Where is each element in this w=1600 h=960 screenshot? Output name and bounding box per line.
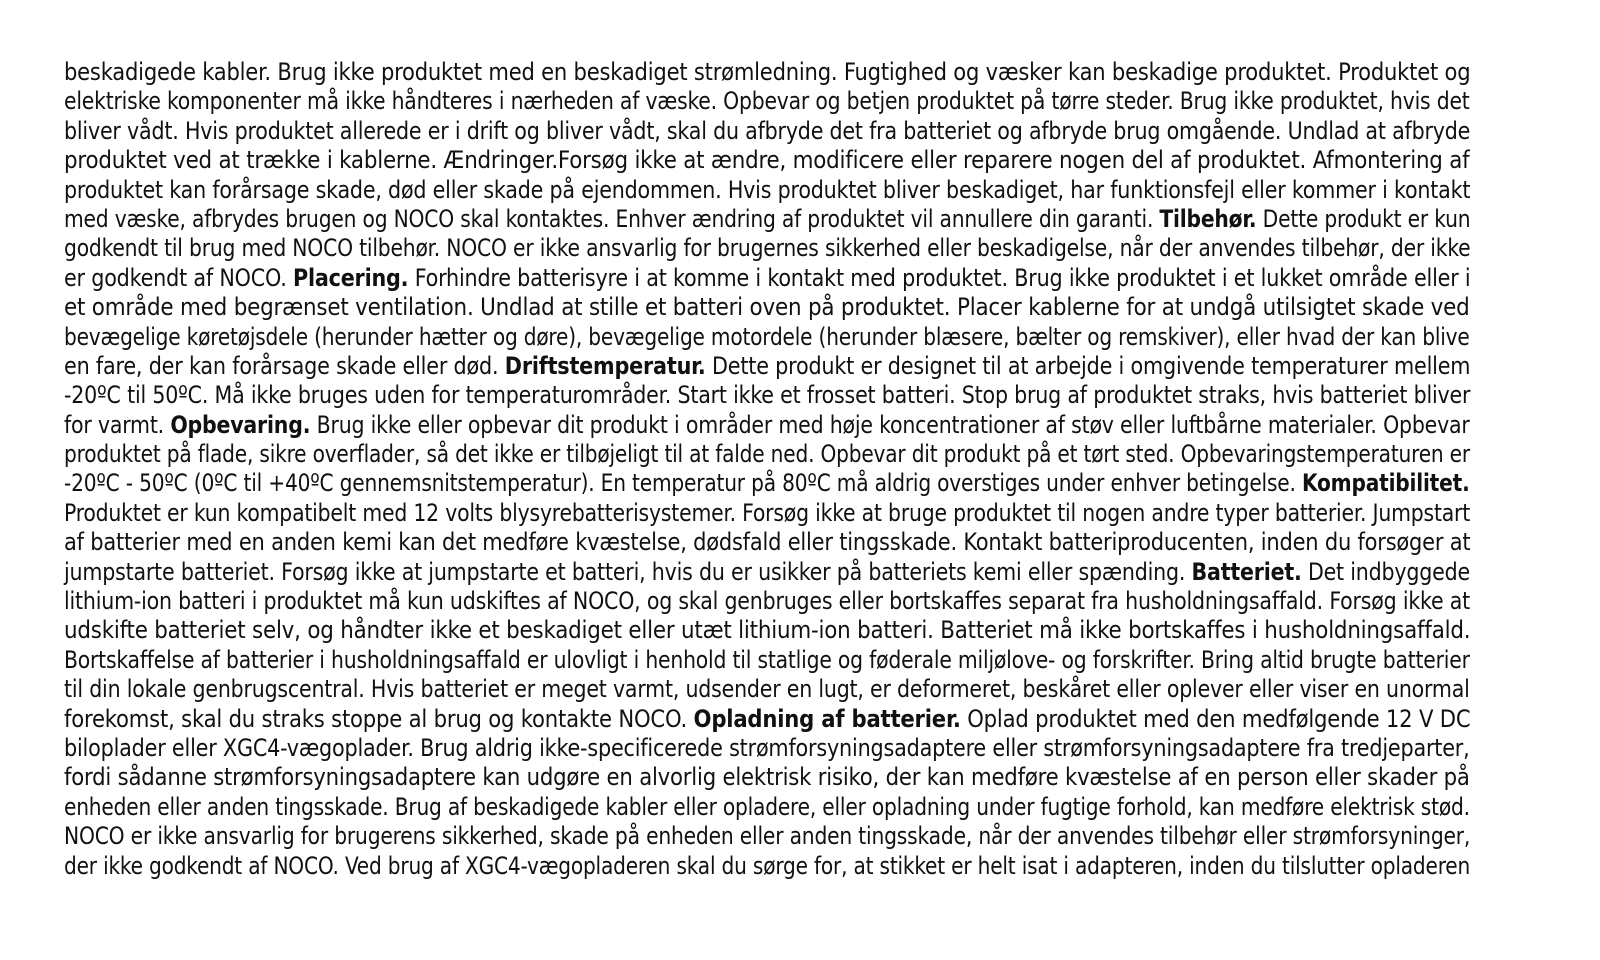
text-line xyxy=(64,792,1470,822)
body-text: godkendt til brug med NOCO tilbehør. NOCO er ikke ansvarlig for brugernes sikkerhed eller beskadigelse, når der anvendes tilbehør, der ikke xyxy=(64,234,1471,263)
body-text: biloplader eller XGC4-vægoplader. Brug aldrig ikke-specificerede strømforsyningsadaptere eller strømforsyningsadaptere fra tredjeparter, xyxy=(64,733,1470,762)
body-text: udskifte batteriet selv, og håndter ikke et beskadiget eller utæt lithium-ion batteri. Batteriet må ikke bortskaffes i husholdningsaffald. xyxy=(64,616,1471,645)
body-text: jumpstarte batteriet. Forsøg ikke at jumpstarte et batteri, hvis du er usikker på batteriets kemi eller spænding. xyxy=(64,557,1192,586)
body-text: Det indbyggede xyxy=(1301,557,1470,586)
body-text: NOCO er ikke ansvarlig for brugerens sikkerhed, skade på enheden eller anden tingsskade, når der anvendes tilbehør eller strømforsyninger, xyxy=(64,822,1471,851)
text-line xyxy=(64,410,1470,440)
section-heading: Tilbehør. xyxy=(1159,204,1257,233)
body-text: enheden eller anden tingsskade. Brug af beskadigede kabler eller opladere, eller opladning under fugtige forhold, kan medføre elektrisk stød. xyxy=(64,792,1470,821)
body-text: beskadigede kabler. Brug ikke produktet med en beskadiget strømledning. Fugtighed og væsker kan beskadige produktet. Produktet og xyxy=(64,58,1471,86)
text-line xyxy=(64,733,1470,763)
section-heading: Batteriet. xyxy=(1191,557,1302,586)
text-line xyxy=(64,87,1470,116)
document-body xyxy=(64,58,1514,881)
text-line xyxy=(64,146,1500,175)
body-text: Brug ikke eller opbevar dit produkt i områder med høje koncentrationer af støv eller luftbårne materialer. Opbevar xyxy=(310,410,1470,439)
text-line xyxy=(64,175,1471,205)
body-text: er godkendt af NOCO. xyxy=(64,263,293,292)
body-text: elektriske komponenter må ikke håndteres i nærheden af væske. Opbevar og betjen produktet på tørre steder. Brug ikke produktet, hvis det xyxy=(64,87,1470,116)
body-text: Produktet er kun kompatibelt med 12 volts blysyrebatterisystemer. Forsøg ikke at bruge produktet til nogen andre typer batterier. Jumpstart xyxy=(64,498,1471,527)
body-text: lithium-ion batteri i produktet må kun udskiftes af NOCO, og skal genbruges eller bortskaffes separat fra husholdningsaffald. Forsøg ikke at xyxy=(64,587,1470,616)
text-line xyxy=(64,557,1470,587)
body-text: Dette produkt er kun xyxy=(1256,204,1471,233)
text-line xyxy=(64,263,1471,293)
text-line xyxy=(64,440,1470,469)
text-line xyxy=(64,498,1471,528)
body-text: bevægelige køretøjsdele (herunder hætter og døre), bevægelige motordele (herunder blæsere, bælter og remskiver), eller hvad der kan blive xyxy=(64,322,1470,351)
text-line xyxy=(64,351,1471,381)
text-line xyxy=(64,822,1471,851)
body-text: produktet kan forårsage skade, død eller skade på ejendommen. Hvis produktet bliver beskadiget, har funktionsfejl eller kommer i kontakt xyxy=(64,175,1471,204)
body-text: for varmt. xyxy=(64,410,171,439)
section-heading: Opbevaring. xyxy=(170,410,311,439)
body-text: fordi sådanne strømforsyningsadaptere kan udgøre en alvorlig elektrisk risiko, der kan medføre kvæstelse af en person eller skader på xyxy=(64,763,1470,792)
text-line xyxy=(64,234,1471,263)
text-line xyxy=(64,763,1488,792)
text-line xyxy=(64,322,1470,352)
body-text: et område med begrænset ventilation. Undlad at stille et batteri oven på produktet. Placer kablerne for at undgå utilsigtet skade ved xyxy=(64,293,1470,322)
text-line xyxy=(64,587,1470,616)
body-text: Oplad produktet med den medfølgende 12 V DC xyxy=(960,704,1471,733)
text-line xyxy=(64,705,1485,734)
body-text: produktet ved at trække i kablerne. Ændringer.Forsøg ikke at ændre, modificere eller reparere nogen del af produktet. Afmontering af xyxy=(64,146,1470,175)
text-line xyxy=(64,528,1471,557)
body-text: af batterier med en anden kemi kan det medføre kvæstelse, dødsfald eller tingsskade. Kontakt batteriproducenten, inden du forsøger at xyxy=(64,528,1471,557)
text-line xyxy=(64,293,1504,322)
body-text: bliver vådt. Hvis produktet allerede er i drift og bliver vådt, skal du afbryde det fra batteriet og afbryde brug omgående. Undlad at afbryde xyxy=(64,116,1471,145)
text-line xyxy=(64,469,1470,498)
body-text: en fare, der kan forårsage skade eller død. xyxy=(64,351,505,380)
text-line xyxy=(64,116,1471,146)
text-line xyxy=(64,204,1471,234)
body-text: -20ºC til 50ºC. Må ikke bruges uden for temperaturområder. Start ikke et frosset batteri. Stop brug af produktet straks, hvis batteriet bliver xyxy=(64,381,1471,410)
body-text: forekomst, skal du straks stoppe al brug og kontakte NOCO. xyxy=(64,704,694,733)
text-line xyxy=(64,851,1471,881)
body-text: til din lokale genbrugscentral. Hvis batteriet er meget varmt, udsender en lugt, er deformeret, beskåret eller oplever eller viser en unormal xyxy=(64,675,1470,704)
text-line xyxy=(64,58,1478,87)
text-line xyxy=(64,381,1471,410)
text-line xyxy=(64,616,1501,645)
section-heading: Kompatibilitet. xyxy=(1301,469,1470,498)
body-text: -20ºC - 50ºC (0ºC til +40ºC gennemsnitstemperatur). En temperatur på 80ºC må aldrig overstiges under enhver betingelse. xyxy=(64,469,1302,498)
body-text: Bortskaffelse af batterier i husholdningsaffald er ulovligt i henhold til statlige og føderale miljølove- og forskrifter. Bring altid brugte batterier xyxy=(64,645,1470,674)
body-text: med væske, afbrydes brugen og NOCO skal kontaktes. Enhver ændring af produktet vil annullere din garanti. xyxy=(64,204,1160,233)
body-text: produktet på flade, sikre overflader, så det ikke er tilbøjeligt til at falde ned. Opbevar dit produkt på et tørt sted. Opbevaringstemperaturen er xyxy=(64,440,1470,469)
section-heading: Opladning af batterier. xyxy=(693,704,961,733)
body-text: der ikke godkendt af NOCO. Ved brug af XGC4-vægopladeren skal du sørge for, at stikket er helt isat i adapteren, inden du tilslutter opladeren xyxy=(64,851,1471,880)
text-line xyxy=(64,675,1470,704)
body-text: Dette produkt er designet til at arbejde i omgivende temperaturer mellem xyxy=(705,351,1471,380)
body-text: Forhindre batterisyre i at komme i kontakt med produktet. Brug ikke produktet i et lukket område eller i xyxy=(408,263,1471,292)
section-heading: Driftstemperatur. xyxy=(504,351,706,380)
section-heading: Placering. xyxy=(292,263,409,292)
text-line xyxy=(64,645,1470,675)
